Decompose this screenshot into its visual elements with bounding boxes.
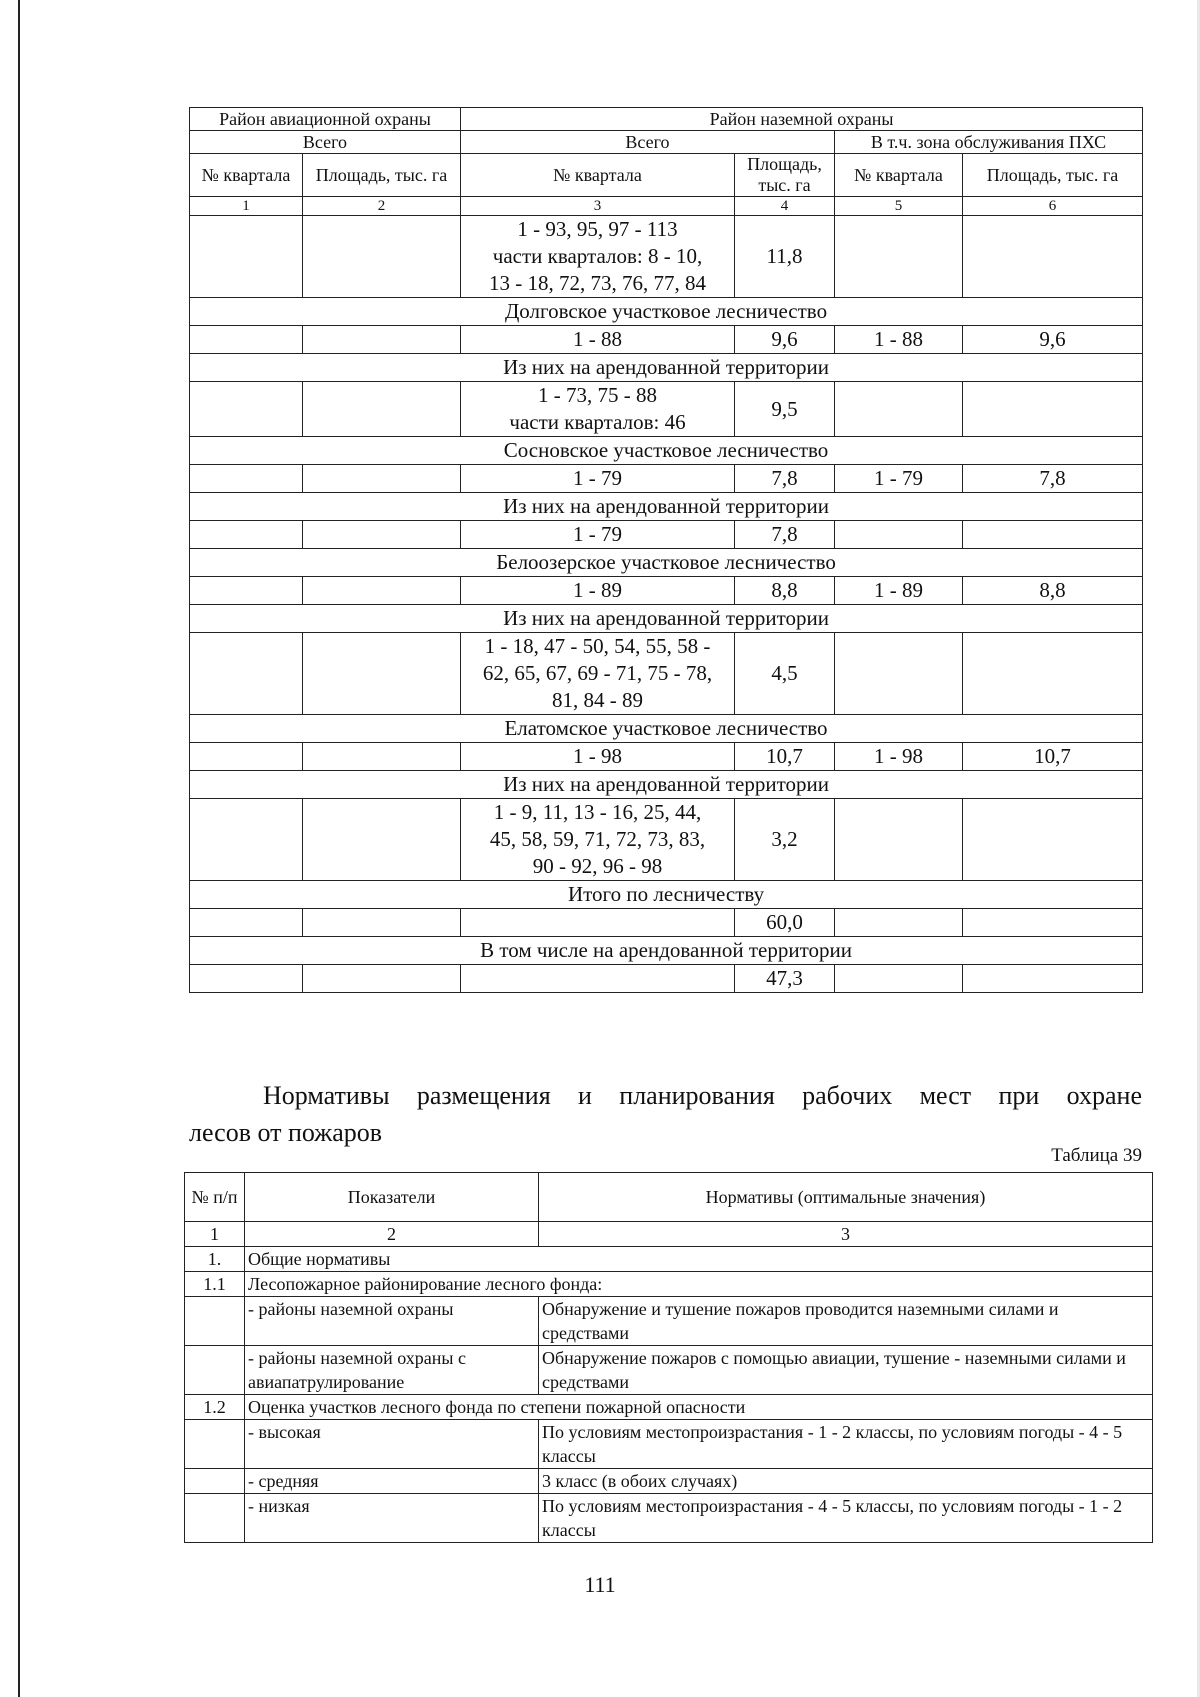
table-row: 1.1 Лесопожарное районирование лесного фонда: [185,1272,1153,1297]
section-title: Елатомское участковое лесничество [190,715,1143,743]
table-row [190,799,1143,881]
section-title: Сосновское участковое лесничество [190,437,1143,465]
section-title: Из них на арендованной территории [190,493,1143,521]
col-number: 1 [185,1222,245,1247]
header-kv2: № квартала [461,154,735,197]
header-num: № п/п [185,1173,245,1222]
pkhs-quarters: 1 - 79 [835,465,963,493]
pkhs-area: 9,6 [963,326,1143,354]
quarter-list: 1 - 79 [461,465,735,493]
pkhs-area: 8,8 [963,577,1143,605]
table-row [190,577,1143,605]
pkhs-quarters: 1 - 98 [835,743,963,771]
header-area3: Площадь, тыс. га [963,154,1143,197]
table-row [190,965,1143,993]
total-area: 60,0 [735,909,835,937]
pkhs-area: 7,8 [963,465,1143,493]
leased-total-area: 47,3 [735,965,835,993]
area-value: 7,8 [735,465,835,493]
col-number: 4 [735,197,835,216]
area-value: 10,7 [735,743,835,771]
area-value: 9,6 [735,326,835,354]
pkhs-area: 10,7 [963,743,1143,771]
table-row: - районы наземной охраны с авиапатрулирование Обнаружение пожаров с помощью авиации, тушение - наземными силами и средствами [185,1346,1153,1395]
col-number: 2 [245,1222,539,1247]
table-row [190,743,1143,771]
area-value: 7,8 [735,521,835,549]
quarter-list: 1 - 79 [461,521,735,549]
area-value: 8,8 [735,577,835,605]
col-number: 3 [539,1222,1153,1247]
table-row [190,909,1143,937]
area-value: 3,2 [735,799,835,881]
area-value: 9,5 [735,382,835,437]
col-number: 6 [963,197,1143,216]
section-title: Долговское участковое лесничество [190,298,1143,326]
col-number: 2 [303,197,461,216]
fire-protection-norms-table [184,1172,1153,1543]
section-title: Итого по лесничеству [190,881,1143,909]
heading-line-2: лесов от пожаров [189,1118,383,1147]
area-value: 11,8 [735,216,835,298]
table-row [190,382,1143,437]
header-norms: Нормативы (оптимальные значения) [539,1173,1153,1222]
quarter-list: 1 - 73, 75 - 88 части кварталов: 46 [461,382,735,437]
col-number: 3 [461,197,735,216]
header-indicators: Показатели [245,1173,539,1222]
table-row [190,465,1143,493]
section-title: В том числе на арендованной территории [190,937,1143,965]
page-number: 111 [584,1572,616,1597]
area-value: 4,5 [735,633,835,715]
table-row [190,326,1143,354]
header-total-left: Всего [190,131,461,154]
header-aviation: Район авиационной охраны [190,108,461,131]
quarter-list: 1 - 93, 95, 97 - 113 части кварталов: 8 - 10, 13 - 18, 72, 73, 76, 77, 84 [461,216,735,298]
quarter-list: 1 - 9, 11, 13 - 16, 25, 44, 45, 58, 59, 71, 72, 73, 83, 90 - 92, 96 - 98 [461,799,735,881]
pkhs-quarters: 1 - 88 [835,326,963,354]
table-row: 1.2 Оценка участков лесного фонда по степени пожарной опасности [185,1395,1153,1420]
col-number: 5 [835,197,963,216]
header-kv1: № квартала [190,154,303,197]
header-pkhs: В т.ч. зона обслуживания ПХС [835,131,1143,154]
header-area2: Площадь, тыс. га [735,154,835,197]
section-heading [189,1077,1142,1151]
quarter-list: 1 - 88 [461,326,735,354]
pkhs-quarters: 1 - 89 [835,577,963,605]
section-title: Из них на арендованной территории [190,771,1143,799]
table-row: - высокая По условиям местопроизрастания - 1 - 2 классы, по условиям погоды - 4 - 5 классы [185,1420,1153,1469]
quarter-list: 1 - 89 [461,577,735,605]
header-area1: Площадь, тыс. га [303,154,461,197]
table-row: - средняя 3 класс (в обоих случаях) [185,1469,1153,1494]
scan-edge-line [18,0,20,1697]
quarter-list: 1 - 18, 47 - 50, 54, 55, 58 - 62, 65, 67, 69 - 71, 75 - 78, 81, 84 - 89 [461,633,735,715]
table-row: - низкая По условиям местопроизрастания - 4 - 5 классы, по условиям погоды - 1 - 2 классы [185,1494,1153,1543]
table-row [190,521,1143,549]
table-row [190,633,1143,715]
section-title: Белоозерское участковое лесничество [190,549,1143,577]
table-row: 1. Общие нормативы [185,1247,1153,1272]
section-title: Из них на арендованной территории [190,354,1143,382]
forestry-areas-table [189,107,1143,993]
header-kv3: № квартала [835,154,963,197]
table-row: - районы наземной охраны Обнаружение и тушение пожаров проводится наземными силами и средствами [185,1297,1153,1346]
section-title: Из них на арендованной территории [190,605,1143,633]
quarter-list: 1 - 98 [461,743,735,771]
header-total-mid: Всего [461,131,835,154]
table-number: Таблица 39 [1051,1145,1142,1166]
col-number: 1 [190,197,303,216]
heading-line-1: Нормативы размещения и планирования рабочих мест при охране [263,1081,1142,1110]
header-ground: Район наземной охраны [461,108,1143,131]
table-row [190,216,1143,298]
